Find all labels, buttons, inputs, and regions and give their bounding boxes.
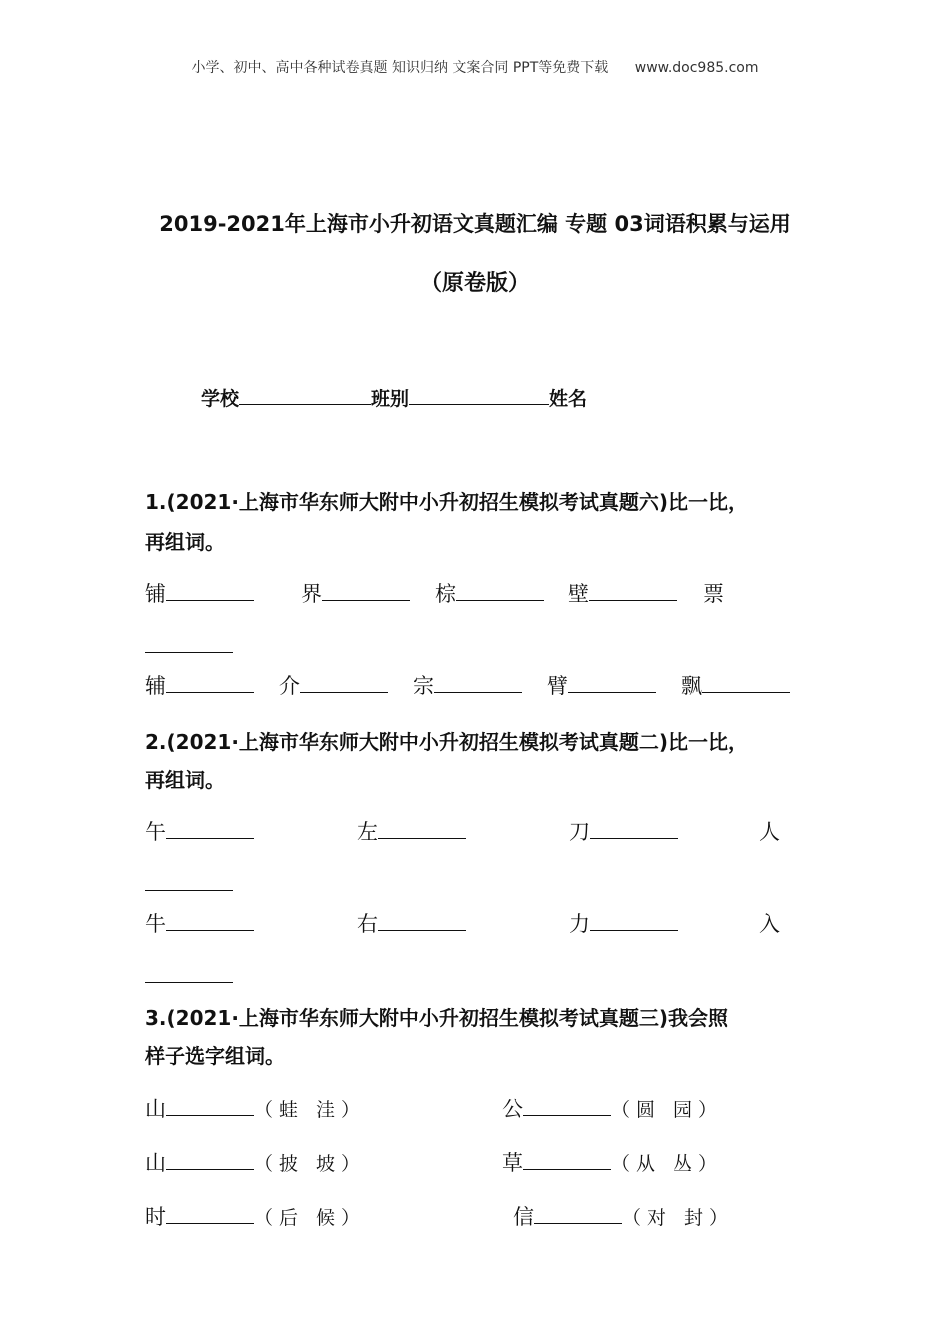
q3-item bbox=[502, 1147, 723, 1177]
q3-options: （后 候） bbox=[254, 1207, 367, 1229]
q1-char: 棕 bbox=[435, 582, 456, 606]
answer-blank[interactable] bbox=[166, 1222, 254, 1224]
q2-char: 力 bbox=[569, 912, 590, 936]
q3-options: （从 丛） bbox=[611, 1153, 724, 1175]
q1-item bbox=[413, 670, 522, 700]
q1-char: 辅 bbox=[145, 674, 166, 698]
q3-item bbox=[145, 1147, 366, 1177]
answer-blank[interactable] bbox=[702, 691, 790, 693]
q2-item bbox=[357, 908, 466, 938]
answer-blank[interactable] bbox=[378, 929, 466, 931]
q1-char: 壁 bbox=[568, 582, 589, 606]
answer-blank[interactable] bbox=[590, 929, 678, 931]
answer-blank[interactable] bbox=[523, 1168, 611, 1170]
q3-char: 时 bbox=[145, 1205, 166, 1229]
answer-blank[interactable] bbox=[166, 929, 254, 931]
q2-char: 人 bbox=[759, 820, 780, 844]
q2-char: 午 bbox=[145, 820, 166, 844]
answer-blank[interactable] bbox=[534, 1222, 622, 1224]
q3-options: （对 封） bbox=[622, 1207, 735, 1229]
q1-char: 飘 bbox=[681, 674, 702, 698]
student-info bbox=[201, 384, 587, 411]
answer-blank[interactable] bbox=[300, 691, 388, 693]
q2-item bbox=[357, 816, 466, 846]
q2-prompt-line2: 再组词。 bbox=[145, 768, 225, 792]
q1-item bbox=[301, 578, 410, 608]
q3-item bbox=[502, 1093, 723, 1123]
q2-item bbox=[145, 908, 254, 938]
answer-blank[interactable] bbox=[145, 638, 233, 657]
q3-char: 山 bbox=[145, 1151, 166, 1175]
answer-blank[interactable] bbox=[145, 968, 233, 987]
q1-char: 宗 bbox=[413, 674, 434, 698]
answer-blank[interactable] bbox=[523, 1114, 611, 1116]
q1-item bbox=[145, 578, 254, 608]
q1-char: 票 bbox=[703, 582, 724, 606]
q3-options: （蛙 洼） bbox=[254, 1099, 367, 1121]
answer-blank[interactable] bbox=[434, 691, 522, 693]
answer-blank[interactable] bbox=[145, 876, 233, 895]
q2-char: 左 bbox=[357, 820, 378, 844]
q3-char: 信 bbox=[513, 1205, 534, 1229]
q2-char: 刀 bbox=[569, 820, 590, 844]
q1-item bbox=[703, 578, 724, 608]
q3-item bbox=[145, 1201, 366, 1231]
q1-prompt-line1: 1.(2021·上海市华东师大附中小升初招生模拟考试真题六)比一比， bbox=[145, 490, 749, 514]
q1-item bbox=[568, 578, 677, 608]
q3-prompt-line2: 样子选字组词。 bbox=[145, 1044, 285, 1068]
q1-item bbox=[279, 670, 388, 700]
document-title: 2019-2021年上海市小升初语文真题汇编 专题 03词语积累与运用 bbox=[159, 212, 791, 236]
school-label: 学校 bbox=[201, 388, 240, 410]
school-blank[interactable] bbox=[239, 403, 371, 405]
q2-prompt-line1: 2.(2021·上海市华东师大附中小升初招生模拟考试真题二)比一比， bbox=[145, 730, 749, 754]
answer-blank[interactable] bbox=[166, 1168, 254, 1170]
answer-blank[interactable] bbox=[322, 599, 410, 601]
q3-item bbox=[513, 1201, 734, 1231]
q1-item bbox=[435, 578, 544, 608]
q2-item bbox=[759, 908, 780, 938]
answer-blank[interactable] bbox=[166, 691, 254, 693]
answer-blank[interactable] bbox=[378, 837, 466, 839]
class-blank[interactable] bbox=[409, 403, 549, 405]
q1-char: 介 bbox=[279, 674, 300, 698]
header-site: www.doc985.com bbox=[634, 60, 759, 76]
q1-char: 界 bbox=[301, 582, 322, 606]
name-label: 姓名 bbox=[549, 388, 588, 410]
header-text: 小学、初中、高中各种试卷真题 知识归纳 文案合同 PPT等免费下载 bbox=[191, 60, 609, 76]
q1-item bbox=[681, 670, 790, 700]
q3-char: 山 bbox=[145, 1097, 166, 1121]
q2-item bbox=[145, 816, 254, 846]
q2-item bbox=[759, 816, 780, 846]
q3-char: 草 bbox=[502, 1151, 523, 1175]
q2-char: 牛 bbox=[145, 912, 166, 936]
document-subtitle: （原卷版） bbox=[419, 271, 530, 296]
q1-char: 臂 bbox=[547, 674, 568, 698]
q3-prompt-line1: 3.(2021·上海市华东师大附中小升初招生模拟考试真题三)我会照 bbox=[145, 1006, 729, 1030]
q1-item bbox=[547, 670, 656, 700]
q2-item bbox=[569, 908, 678, 938]
q3-options: （披 坡） bbox=[254, 1153, 367, 1175]
answer-blank[interactable] bbox=[568, 691, 656, 693]
answer-blank[interactable] bbox=[456, 599, 544, 601]
q1-prompt-line2: 再组词。 bbox=[145, 530, 225, 554]
q2-item bbox=[569, 816, 678, 846]
q3-options: （圆 园） bbox=[611, 1099, 724, 1121]
q3-item bbox=[145, 1093, 366, 1123]
answer-blank[interactable] bbox=[590, 837, 678, 839]
q1-char: 铺 bbox=[145, 582, 166, 606]
page-header bbox=[0, 57, 950, 77]
q2-char: 右 bbox=[357, 912, 378, 936]
answer-blank[interactable] bbox=[166, 1114, 254, 1116]
q1-item bbox=[145, 670, 254, 700]
class-label: 班别 bbox=[371, 388, 410, 410]
answer-blank[interactable] bbox=[589, 599, 677, 601]
answer-blank[interactable] bbox=[166, 837, 254, 839]
q2-char: 入 bbox=[759, 912, 780, 936]
answer-blank[interactable] bbox=[166, 599, 254, 601]
q3-char: 公 bbox=[502, 1097, 523, 1121]
